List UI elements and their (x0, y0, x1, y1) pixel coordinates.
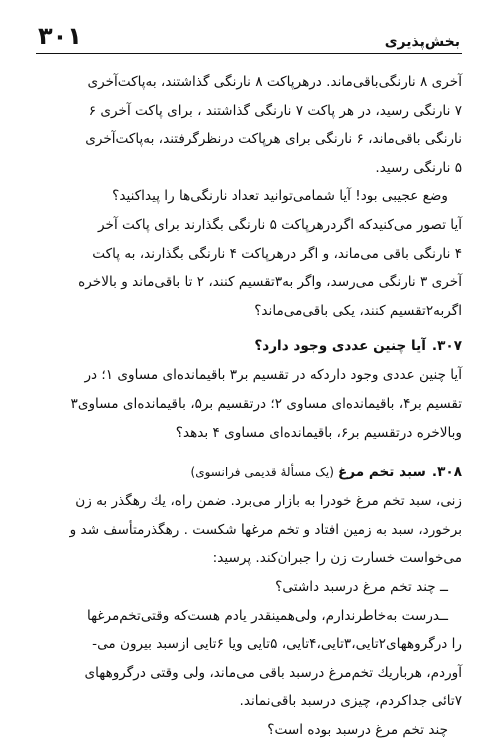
running-head: بخش‌پذیری (384, 34, 460, 50)
text-line: وبالاخره درتقسیم بر۶، باقیمانده‌ای مساوی ۴ بدهد؟ (175, 424, 462, 441)
text-line: ۷تائی جداکردم، چیزی درسبد باقی‌نماند. (239, 693, 462, 710)
text-line: نارنگی باقی‌ماند، ۶ نارنگی برای هرپاکت درنظرگرفتند، به‌پاکت‌آخری (85, 131, 462, 148)
text-line: می‌خواست خسارت زن را جبران‌کند. پرسید: (212, 550, 462, 567)
problem-number: ۳۰۸. (431, 464, 462, 481)
text-line: را درگروههای۲تایی،۳تایی،۴تایی، ۵تایی ویا ۶تایی ازسبد بیرون می- (92, 636, 462, 653)
problem-308-heading (36, 459, 462, 485)
text-line: آیا چنین عددی وجود داردکه در تقسیم بر۳ باقیمانده‌ای مساوی ۱؛ در (84, 367, 462, 384)
text-line: ۷ نارنگی رسید، در هر پاکت ۷ نارنگی گذاشتند ، برای پاکت آخری ۶ (88, 102, 462, 119)
problem-number: ۳۰۷. (431, 338, 462, 355)
page-header (36, 18, 462, 54)
problem-307-heading (36, 333, 462, 359)
text-line: برخورد، سبد به زمین افتاد و تخم مرغها شکست . رهگذرمتأسف شد و (69, 521, 462, 538)
page-number: ۳۰۱ (38, 22, 82, 50)
text-line: ۴ نارنگی باقی می‌ماند، و اگر درهرپاکت ۴ نارنگی بگذارند، به پاکت (92, 245, 462, 262)
text-line: آخری ۳ نارنگی می‌رسد، واگر به‌۳تقسیم کنند، ۲ تا باقی‌ماند و بالاخره (78, 274, 462, 291)
text-line: زنی، سبد تخم مرغ خودرا به بازار می‌برد. ضمن راه، یك رهگذر به زن (75, 493, 462, 510)
page-body (36, 68, 462, 744)
text-line: اگربه‌۲تقسیم کنند، یکی باقی‌می‌ماند؟ (254, 302, 462, 319)
text-line: تقسیم بر۴، باقیمانده‌ای مساوی ۲؛ درتقسیم بر۵، باقیمانده‌ای مساوی۳ (70, 395, 462, 412)
problem-title: آیا چنین عددی وجود دارد؟ (254, 338, 426, 355)
text-line: آخری ۸ نارنگی‌باقی‌ماند. درهرپاکت ۸ نارنگی گذاشتند، به‌پاکت‌آخری (87, 74, 462, 90)
problem-title: سبد تخم مرغ (337, 464, 426, 481)
text-line: وضع عجیبی بود! آیا شمامی‌توانید تعداد نارنگی‌ها را پیداکنید؟ (112, 188, 448, 205)
book-page (36, 18, 462, 738)
text-line: آوردم، هرباریك تخم‌مرغ درسبد باقی می‌ماند، ولی وقتی درگروههای (84, 664, 462, 681)
text-line: چند تخم مرغ درسبد بوده است؟ (267, 721, 448, 738)
text-line: ــ چند تخم مرغ درسبد داشتی؟ (275, 578, 448, 595)
text-line: ۵ نارنگی رسید. (375, 159, 462, 176)
text-line: آیا تصور می‌کنیدکه اگردرهرپاکت ۵ نارنگی بگذارند برای پاکت آخر (98, 216, 462, 233)
text-line: ــدرست به‌خاطرندارم، ولی‌همینقدر یادم هست‌که وقتی‌تخم‌مرغها (86, 607, 448, 624)
problem-subtitle: (یک مسألهٔ قدیمی فرانسوی) (190, 465, 334, 480)
